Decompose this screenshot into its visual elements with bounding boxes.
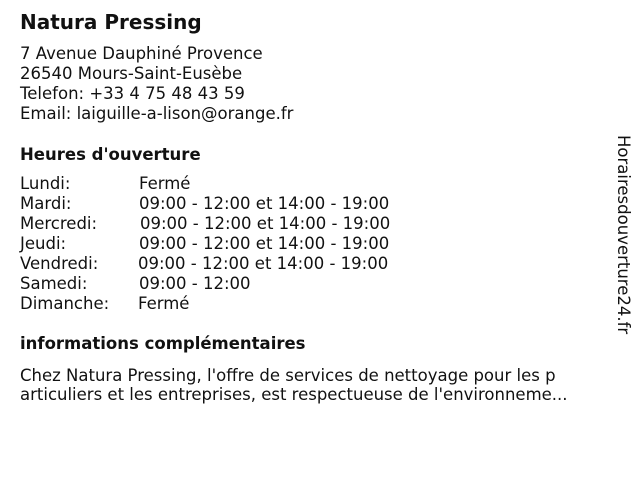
hours-time: Fermé xyxy=(138,294,190,313)
hours-day: Jeudi: xyxy=(20,234,67,253)
additional-info-heading: informations complémentaires xyxy=(20,334,306,353)
address-line-2: 26540 Mours-Saint-Eusèbe xyxy=(20,64,243,83)
opening-hours-heading: Heures d'ouverture xyxy=(20,145,201,164)
additional-info-line-2: articuliers et les entreprises, est respectueuse de l'environneme... xyxy=(20,385,568,404)
hours-time: 09:00 - 12:00 et 14:00 - 19:00 xyxy=(138,254,389,273)
phone-number: Telefon: +33 4 75 48 43 59 xyxy=(20,84,245,103)
email-address: Email: laiguille-a-lison@orange.fr xyxy=(20,104,294,123)
side-brand-watermark: Horairesdouverture24.fr xyxy=(614,135,633,335)
hours-day: Samedi: xyxy=(20,274,88,293)
hours-time: 09:00 - 12:00 et 14:00 - 19:00 xyxy=(139,234,390,253)
hours-time: Fermé xyxy=(139,174,191,193)
hours-time: 09:00 - 12:00 et 14:00 - 19:00 xyxy=(139,194,390,213)
hours-day: Dimanche: xyxy=(20,294,110,313)
hours-day: Mardi: xyxy=(20,194,72,213)
hours-day: Lundi: xyxy=(20,174,71,193)
hours-day: Mercredi: xyxy=(20,214,98,233)
business-name: Natura Pressing xyxy=(20,10,202,34)
hours-time: 09:00 - 12:00 et 14:00 - 19:00 xyxy=(140,214,391,233)
hours-day: Vendredi: xyxy=(20,254,99,273)
address-line-1: 7 Avenue Dauphiné Provence xyxy=(20,44,263,63)
hours-time: 09:00 - 12:00 xyxy=(139,274,251,293)
additional-info-line-1: Chez Natura Pressing, l'offre de services de nettoyage pour les p xyxy=(20,366,556,385)
